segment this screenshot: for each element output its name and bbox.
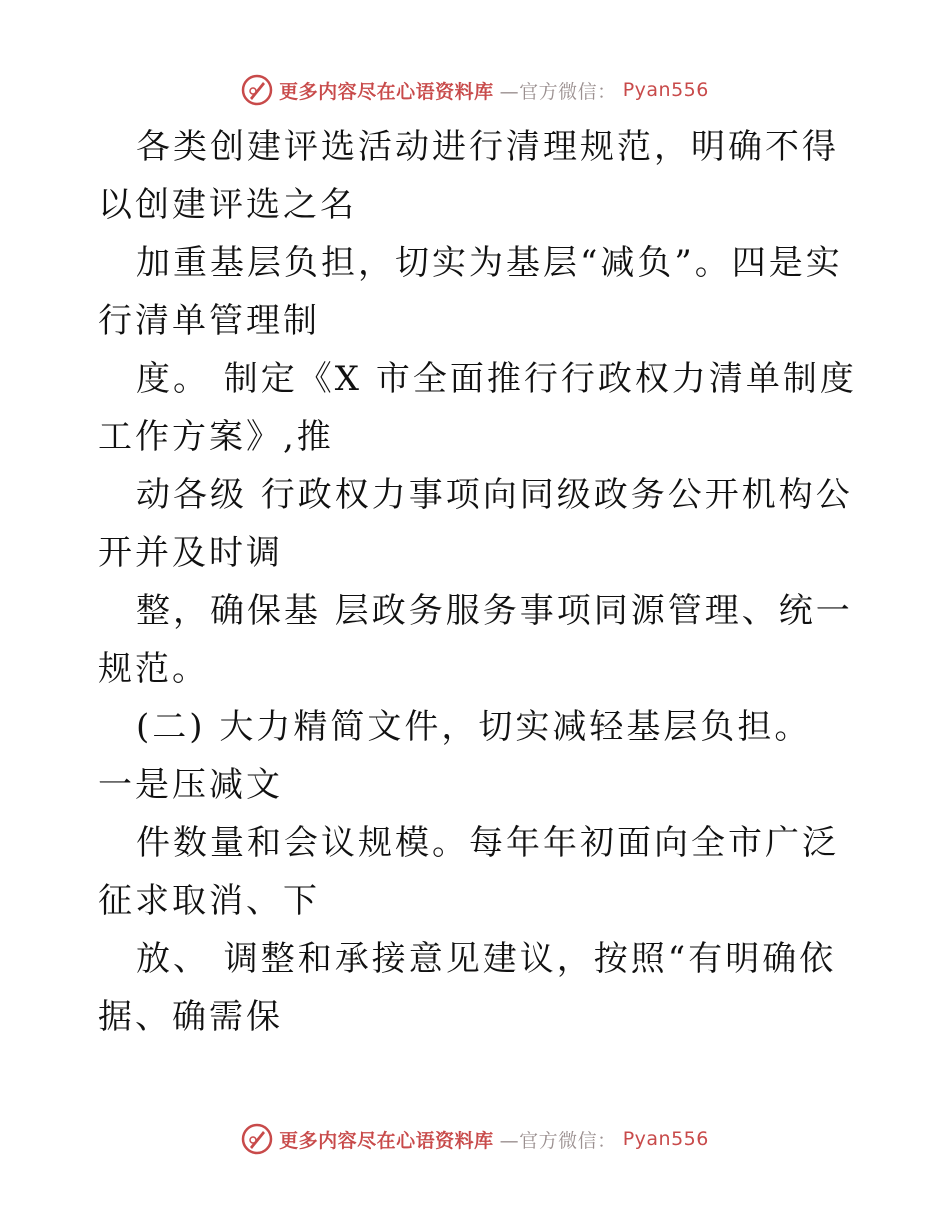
paragraph-2: 加重基层负担，切实为基层“减负”。四是实行清单管理制: [98, 243, 843, 341]
watermark-separator-text: —官方微信：: [499, 80, 617, 103]
watermark-main-text: 更多内容尽在心语资料库: [279, 1129, 494, 1152]
quill-logo-icon: [241, 1123, 273, 1155]
watermark-wechat-id: Pyan556: [622, 79, 709, 101]
footer-watermark: [0, 1119, 950, 1159]
watermark-main-text: 更多内容尽在心语资料库: [279, 80, 494, 103]
document-body: [98, 118, 858, 1046]
watermark-wechat-id: Pyan556: [622, 1128, 709, 1150]
paragraph-5: 整，确保基 层政务服务事项同源管理、统一规范。: [98, 591, 853, 689]
paragraph-3: 度。 制定《X 市全面推行行政权力清单制度工作方案》,推: [98, 359, 857, 457]
quill-logo-icon: [241, 74, 273, 106]
paragraph-4: 动各级 行政权力事项向同级政务公开机构公开并及时调: [98, 475, 853, 573]
watermark-separator-text: —官方微信：: [499, 1129, 617, 1152]
paragraph-1: 各类创建评选活动进行清理规范，明确不得以创建评选之名: [98, 127, 839, 225]
paragraph-7: 件数量和会议规模。每年年初面向全市广泛征求取消、下: [98, 823, 839, 921]
paragraph-8: 放、 调整和承接意见建议，按照“有明确依据、确需保: [98, 939, 837, 1037]
header-watermark: [0, 70, 950, 110]
paragraph-6: (二) 大力精简文件，切实减轻基层负担。 一是压减文: [98, 707, 812, 805]
